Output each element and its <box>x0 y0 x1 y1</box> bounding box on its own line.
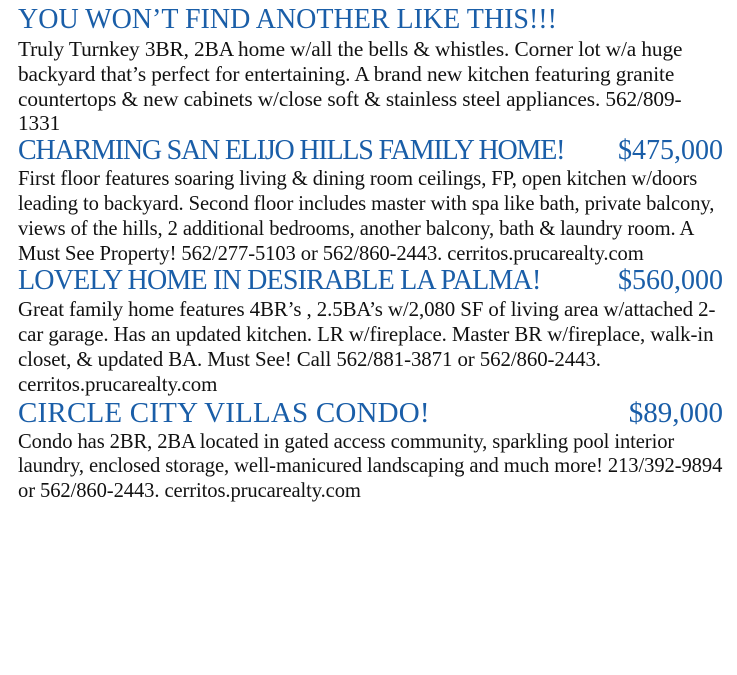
listing-heading <box>18 4 723 37</box>
listing-title: YOU WON’T FIND ANOTHER LIKE THIS!!! <box>18 4 557 35</box>
listing-price: $89,000 <box>628 396 723 429</box>
listing-heading <box>18 397 723 430</box>
listing-la-palma <box>18 266 723 396</box>
listing-price: $560,000 <box>618 265 723 297</box>
listing-description: Condo has 2BR, 2BA located in gated access community, sparkling pool interior laundry, enclosed storage, well-manicured landscaping and much more! 213/392-9894 or 562/860-2443. cerritos.prucarealty.com <box>18 430 723 503</box>
listing-price: $475,000 <box>618 135 723 167</box>
listing-description: First floor features soaring living & dining room ceilings, FP, open kitchen w/doors leading to backyard. Second floor includes master with spa like bath, private balcony, views of the hills, 2 additional bedrooms, another balcony, bath & laundry room. A Must See Property! 562/277-5103 or 562/860-2443. cerritos.prucarealty.com <box>18 168 715 265</box>
listing-heading <box>18 266 723 297</box>
listing-circle-city-villas <box>18 397 723 504</box>
listing-title: CHARMING SAN ELIJO HILLS FAMILY HOME! <box>18 135 565 167</box>
listing-description: Truly Turnkey 3BR, 2BA home w/all the bells & whistles. Corner lot w/a huge backyard that’s perfect for entertaining. A brand new kitchen featuring granite countertops & new cabinets w/close soft & stainless steel appliances. 562/809-1331 <box>18 37 683 136</box>
listing-description: Great family home features 4BR’s , 2.5BA’s w/2,080 SF of living area w/attached 2-car garage. Has an updated kitchen. LR w/fireplace. Master BR w/fireplace, walk-in closet, & updated BA. Must See! Call 562/881-3871 or 562/860-2443. cerritos.prucarealty.com <box>18 297 716 396</box>
listing-turnkey-home <box>18 4 723 136</box>
listing-san-elijo-hills <box>18 136 723 266</box>
listing-title: CIRCLE CITY VILLAS CONDO! <box>18 396 430 429</box>
listing-heading <box>18 136 723 167</box>
listing-title: LOVELY HOME IN DESIRABLE LA PALMA! <box>18 265 541 297</box>
